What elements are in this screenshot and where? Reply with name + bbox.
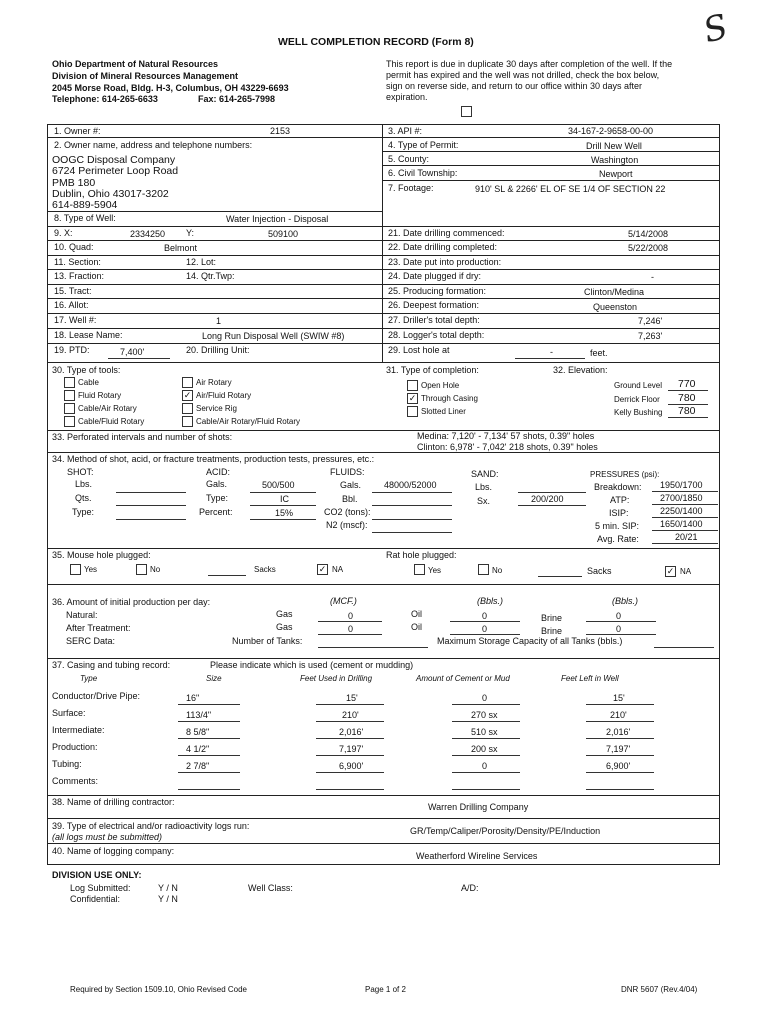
oil-natural-label: Oil	[411, 609, 422, 619]
form-border-bottom	[47, 864, 720, 865]
isip-label: ISIP:	[609, 508, 629, 518]
lease-name-label: 18. Lease Name:	[54, 330, 123, 340]
township-value: Newport	[599, 169, 633, 179]
gas-natural-label: Gas	[276, 609, 293, 619]
casing-size: 8 5/8"	[186, 727, 210, 737]
footer-page-number: Page 1 of 2	[365, 985, 406, 994]
casing-cement: 0	[482, 761, 488, 771]
rat-hole-yes-checkbox[interactable]	[414, 564, 425, 575]
lot-label: 12. Lot:	[186, 257, 217, 267]
logs-label: 39. Type of electrical and/or radioactivity logs run:	[52, 821, 250, 831]
tool-combo-checkbox[interactable]	[182, 416, 193, 427]
form-border-top	[47, 124, 720, 125]
rat-hole-no-checkbox[interactable]	[478, 564, 489, 575]
confidential-yn[interactable]: Y / N	[158, 894, 178, 904]
commenced-value: 5/14/2008	[628, 229, 669, 239]
completion-slotted-liner-label: Slotted Liner	[421, 407, 466, 416]
casing-header-cement: Amount of Cement or Mud	[416, 674, 510, 683]
well-type-label: 8. Type of Well:	[54, 213, 116, 223]
casing-size: 4 1/2"	[186, 744, 210, 754]
mouse-hole-sacks-label: Sacks	[254, 565, 276, 574]
form-title: WELL COMPLETION RECORD (Form 8)	[278, 36, 474, 48]
casing-type: Intermediate:	[52, 725, 105, 735]
brine-after-value: 0	[616, 624, 622, 634]
brine-after-label: Brine	[541, 626, 563, 636]
tract-label: 15. Tract:	[54, 286, 92, 296]
confidential-label: Confidential:	[70, 894, 121, 904]
plugged-date-value: -	[651, 272, 654, 282]
agency-fax: Fax: 614-265-7998	[198, 94, 276, 104]
casing-header-left: Feet Left in Well	[561, 674, 619, 683]
completed-value: 5/22/2008	[628, 243, 669, 253]
permit-type-label: 4. Type of Permit:	[388, 140, 459, 150]
rat-hole-sacks-label: Sacks	[587, 566, 612, 576]
county-value: Washington	[591, 155, 639, 165]
tool-service-rig-checkbox[interactable]	[182, 403, 193, 414]
y-value: 509100	[268, 229, 299, 239]
well-type-value: Water Injection - Disposal	[226, 214, 329, 224]
casing-label: 37. Casing and tubing record:	[52, 660, 171, 670]
ptd-value: 7,400'	[120, 347, 145, 357]
fluids-gals-label: Gals.	[340, 480, 362, 490]
elevation-label: 32. Elevation:	[553, 365, 608, 375]
api-value: 34-167-2-9658-00-00	[568, 126, 654, 136]
agency-name: Ohio Department of Natural Resources	[52, 59, 219, 69]
quad-value: Belmont	[164, 243, 198, 253]
oil-bbls-heading: (Bbls.)	[477, 596, 504, 606]
acid-type-value: IC	[280, 494, 289, 504]
rat-hole-label: Rat hole plugged:	[386, 550, 457, 560]
shot-type-label: Type:	[72, 507, 95, 517]
form-border-right	[719, 124, 720, 865]
deepest-formation-value: Queenston	[593, 302, 638, 312]
co2-label: CO2 (tons):	[324, 507, 371, 517]
mouse-hole-no-label: No	[150, 565, 161, 574]
tool-cable-fluid-rotary-label: Cable/Fluid Rotary	[78, 417, 145, 426]
after-treatment-label: After Treatment:	[66, 623, 131, 633]
footer-form-number: DNR 5607 (Rev.4/04)	[621, 985, 698, 994]
avg-rate-value: 20/21	[675, 532, 698, 542]
form-border-left	[47, 124, 48, 865]
breakdown-value: 1950/1700	[660, 480, 703, 490]
brine-natural-value: 0	[616, 611, 622, 621]
casing-used: 6,900'	[339, 761, 364, 771]
fluids-gals-value: 48000/52000	[384, 480, 437, 490]
brine-bbls-heading: (Bbls.)	[612, 596, 639, 606]
casing-header-type: Type	[80, 674, 98, 683]
footer-statute: Required by Section 1509.10, Ohio Revised Code	[70, 985, 247, 994]
owner-address-label: 2. Owner name, address and telephone numbers:	[54, 140, 253, 150]
brine-natural-label: Brine	[541, 613, 563, 623]
qtr-twp-label: 14. Qtr.Twp:	[186, 271, 235, 281]
oil-natural-value: 0	[482, 611, 488, 621]
column-divider	[382, 124, 383, 362]
natural-label: Natural:	[66, 610, 98, 620]
number-of-tanks-label: Number of Tanks:	[232, 636, 303, 646]
kelly-bushing-value: 780	[678, 405, 696, 417]
casing-left: 210'	[610, 710, 627, 720]
sand-sx-value: 200/200	[531, 494, 564, 504]
derrick-floor-value: 780	[678, 392, 696, 404]
completion-through-casing-checkbox[interactable]: ✓	[408, 393, 417, 403]
mcf-heading: (MCF.)	[330, 596, 357, 606]
driller-depth-value: 7,246'	[638, 316, 663, 326]
producing-formation-value: Clinton/Medina	[584, 287, 645, 297]
casing-type: Production:	[52, 742, 98, 752]
ad-label: A/D:	[461, 883, 479, 893]
lease-name-value: Long Run Disposal Well (SWIW #8)	[202, 331, 345, 341]
tool-air-fluid-rotary-label: Air/Fluid Rotary	[196, 391, 252, 400]
acid-percent-label: Percent:	[199, 507, 233, 517]
township-label: 6. Civil Township:	[388, 168, 458, 178]
rat-hole-na-label: NA	[680, 567, 692, 576]
commenced-label: 21. Date drilling commenced:	[388, 228, 505, 238]
gas-after-value: 0	[348, 624, 354, 634]
initial-production-label: 36. Amount of initial production per day:	[52, 597, 211, 607]
casing-used: 7,197'	[339, 744, 364, 754]
casing-size: 16"	[186, 693, 200, 703]
atp-label: ATP:	[610, 495, 630, 505]
rat-hole-na-checkbox[interactable]: ✓	[666, 566, 675, 576]
drilling-unit-label: 20. Drilling Unit:	[186, 345, 250, 355]
avg-rate-label: Avg. Rate:	[597, 534, 639, 544]
logger-depth-value: 7,263'	[638, 331, 663, 341]
log-submitted-yn[interactable]: Y / N	[158, 883, 178, 893]
comments-label: Comments:	[52, 776, 99, 786]
acid-heading: ACID:	[206, 467, 231, 477]
allot-label: 16. Allot:	[54, 300, 89, 310]
fluids-bbl-label: Bbl.	[342, 494, 358, 504]
completion-open-hole-checkbox[interactable]	[407, 380, 418, 391]
shot-heading: SHOT:	[67, 467, 94, 477]
owner-line-1: OOGC Disposal Company	[52, 154, 176, 166]
mouse-hole-yes-label: Yes	[84, 565, 98, 574]
mouse-hole-na-checkbox[interactable]: ✓	[318, 564, 327, 574]
tool-cable-checkbox[interactable]	[64, 377, 75, 388]
notice-line-3: sign on reverse side, and return to our office within 30 days after	[386, 81, 642, 91]
tool-cable-label: Cable	[78, 378, 99, 387]
oil-after-label: Oil	[411, 622, 422, 632]
casing-used: 15'	[346, 693, 358, 703]
perforations-clinton: Clinton: 6,978' - 7,042' 218 shots, 0.39" holes	[417, 442, 598, 452]
quad-label: 10. Quad:	[54, 242, 94, 252]
atp-value: 2700/1850	[660, 493, 703, 503]
tool-fluid-rotary-checkbox[interactable]	[64, 390, 75, 401]
fluids-heading: FLUIDS:	[330, 467, 365, 477]
acid-gals-value: 500/500	[262, 480, 295, 490]
completion-slotted-liner-checkbox[interactable]	[407, 406, 418, 417]
agency-telephone: Telephone: 614-265-6633	[52, 94, 158, 104]
gas-natural-value: 0	[348, 611, 354, 621]
production-date-label: 23. Date put into production:	[388, 257, 502, 267]
oil-after-value: 0	[482, 624, 488, 634]
well-number-value: 1	[216, 316, 222, 326]
api-label: 3. API #:	[388, 126, 423, 136]
storage-capacity-label: Maximum Storage Capacity of all Tanks (bbls.)	[437, 636, 623, 646]
mouse-hole-no-checkbox[interactable]	[136, 564, 147, 575]
lost-hole-value: -	[550, 347, 553, 357]
completion-open-hole-label: Open Hole	[421, 381, 460, 390]
shot-qts-label: Qts.	[75, 493, 92, 503]
division-use-heading: DIVISION USE ONLY:	[52, 870, 142, 880]
owner-line-3: PMB 180	[52, 177, 96, 189]
mouse-hole-yes-checkbox[interactable]	[70, 564, 81, 575]
casing-used: 210'	[342, 710, 359, 720]
casing-type: Tubing:	[52, 759, 82, 769]
sip5-label: 5 min. SIP:	[595, 521, 640, 531]
county-label: 5. County:	[388, 154, 430, 164]
deepest-formation-label: 26. Deepest formation:	[388, 300, 480, 310]
derrick-floor-label: Derrick Floor	[614, 395, 660, 404]
tool-air-rotary-checkbox[interactable]	[182, 377, 193, 388]
isip-value: 2250/1400	[660, 506, 703, 516]
tool-cable-fluid-rotary-checkbox[interactable]	[64, 416, 75, 427]
sip5-value: 1650/1400	[660, 519, 703, 529]
gas-after-label: Gas	[276, 622, 293, 632]
tools-label: 30. Type of tools:	[52, 365, 121, 375]
notice-line-2: permit has expired and the well was not drilled, check the box below,	[386, 70, 660, 80]
mouse-hole-na-label: NA	[332, 565, 344, 574]
x-value: 2334250	[130, 229, 166, 239]
notice-line-1: This report is due in duplicate 30 days after completion of the well. If the	[386, 59, 673, 69]
acid-percent-value: 15%	[275, 508, 294, 518]
tool-cable-air-rotary-label: Cable/Air Rotary	[78, 404, 137, 413]
casing-left: 6,900'	[606, 761, 631, 771]
tool-fluid-rotary-label: Fluid Rotary	[78, 391, 122, 400]
mouse-hole-label: 35. Mouse hole plugged:	[52, 550, 151, 560]
n2-label: N2 (mscf):	[326, 520, 368, 530]
contractor-label: 38. Name of drilling contractor:	[52, 797, 175, 807]
casing-cement: 200 sx	[471, 744, 498, 754]
log-submitted-label: Log Submitted:	[70, 883, 131, 893]
tool-service-rig-label: Service Rig	[196, 404, 237, 413]
casing-left: 2,016'	[606, 727, 631, 737]
well-class-label: Well Class:	[248, 883, 293, 893]
logs-value: GR/Temp/Caliper/Porosity/Density/PE/Induction	[410, 826, 601, 836]
serc-data-label: SERC Data:	[66, 636, 116, 646]
logging-company-label: 40. Name of logging company:	[52, 846, 175, 856]
owner-line-2: 6724 Perimeter Loop Road	[52, 165, 179, 177]
tool-air-rotary-label: Air Rotary	[196, 378, 232, 387]
pressures-heading: PRESSURES (psi):	[590, 470, 660, 479]
casing-size: 2 7/8"	[186, 761, 210, 771]
rat-hole-yes-label: Yes	[428, 566, 442, 575]
permit-type-value: Drill New Well	[586, 141, 642, 151]
casing-header-size: Size	[206, 674, 222, 683]
notice-line-4: expiration.	[386, 92, 428, 102]
acid-type-label: Type:	[206, 493, 229, 503]
plugged-date-label: 24. Date plugged if dry:	[388, 271, 482, 281]
tool-air-fluid-rotary-checkbox[interactable]: ✓	[183, 390, 192, 400]
casing-type: Surface:	[52, 708, 86, 718]
casing-used: 2,016'	[339, 727, 364, 737]
tool-combo-label: Cable/Air Rotary/Fluid Rotary	[196, 417, 301, 426]
lost-hole-unit: feet.	[590, 348, 608, 358]
section-label: 11. Section:	[54, 257, 101, 267]
breakdown-label: Breakdown:	[594, 482, 642, 492]
sand-heading: SAND:	[471, 469, 499, 479]
contractor-value: Warren Drilling Company	[428, 802, 529, 812]
handwritten-initial: S	[699, 6, 733, 52]
acid-gals-label: Gals.	[206, 479, 228, 489]
casing-left: 15'	[613, 693, 625, 703]
agency-division: Division of Mineral Resources Management	[52, 71, 239, 81]
completed-label: 22. Date drilling completed:	[388, 242, 498, 252]
casing-instruction: Please indicate which is used (cement or mudding)	[210, 660, 414, 670]
driller-depth-label: 27. Driller's total depth:	[388, 315, 480, 325]
shot-lbs-label: Lbs.	[75, 479, 93, 489]
logger-depth-label: 28. Logger's total depth:	[388, 330, 485, 340]
owner-line-5: 614-889-5904	[52, 199, 118, 211]
perforations-medina: Medina: 7,120' - 7,134' 57 shots, 0.39" holes	[417, 431, 595, 441]
completion-label: 31. Type of completion:	[386, 365, 479, 375]
completion-through-casing-label: Through Casing	[421, 394, 478, 403]
y-label: Y:	[186, 228, 195, 238]
casing-cement: 0	[482, 693, 488, 703]
x-label: 9. X:	[54, 228, 73, 238]
ground-level-label: Ground Level	[614, 381, 663, 390]
casing-cement: 510 sx	[471, 727, 498, 737]
owner-number-value: 2153	[270, 126, 291, 136]
well-number-label: 17. Well #:	[54, 315, 97, 325]
owner-number-label: 1. Owner #:	[54, 126, 101, 136]
casing-left: 7,197'	[606, 744, 631, 754]
fraction-label: 13. Fraction:	[54, 271, 105, 281]
casing-size: 113/4"	[186, 710, 212, 720]
treatment-label: 34. Method of shot, acid, or fracture treatments, production tests, pressures, etc.:	[52, 454, 375, 464]
sand-sx-label: Sx.	[477, 496, 491, 506]
footage-value: 910' SL & 2266' EL OF SE 1/4 OF SECTION 22	[475, 184, 666, 194]
casing-header-used: Feet Used in Drilling	[300, 674, 373, 683]
casing-cement: 270 sx	[471, 710, 498, 720]
expired-permit-checkbox[interactable]	[461, 106, 472, 117]
logs-note: (all logs must be submitted)	[52, 832, 163, 842]
sand-lbs-label: Lbs.	[475, 482, 493, 492]
ground-level-value: 770	[678, 378, 696, 390]
logging-company-value: Weatherford Wireline Services	[416, 851, 538, 861]
tool-cable-air-rotary-checkbox[interactable]	[64, 403, 75, 414]
agency-address: 2045 Morse Road, Bldg. H-3, Columbus, OH 43229-6693	[52, 83, 289, 93]
casing-type: Conductor/Drive Pipe:	[52, 691, 141, 701]
lost-hole-label: 29. Lost hole at	[388, 345, 450, 355]
producing-formation-label: 25. Producing formation:	[388, 286, 487, 296]
perforations-label: 33. Perforated intervals and number of shots:	[52, 432, 233, 442]
kelly-bushing-label: Kelly Bushing	[614, 408, 663, 417]
footage-label: 7. Footage:	[388, 183, 434, 193]
ptd-label: 19. PTD:	[54, 345, 90, 355]
rat-hole-no-label: No	[492, 566, 503, 575]
owner-line-4: Dublin, Ohio 43017-3202	[52, 188, 169, 200]
